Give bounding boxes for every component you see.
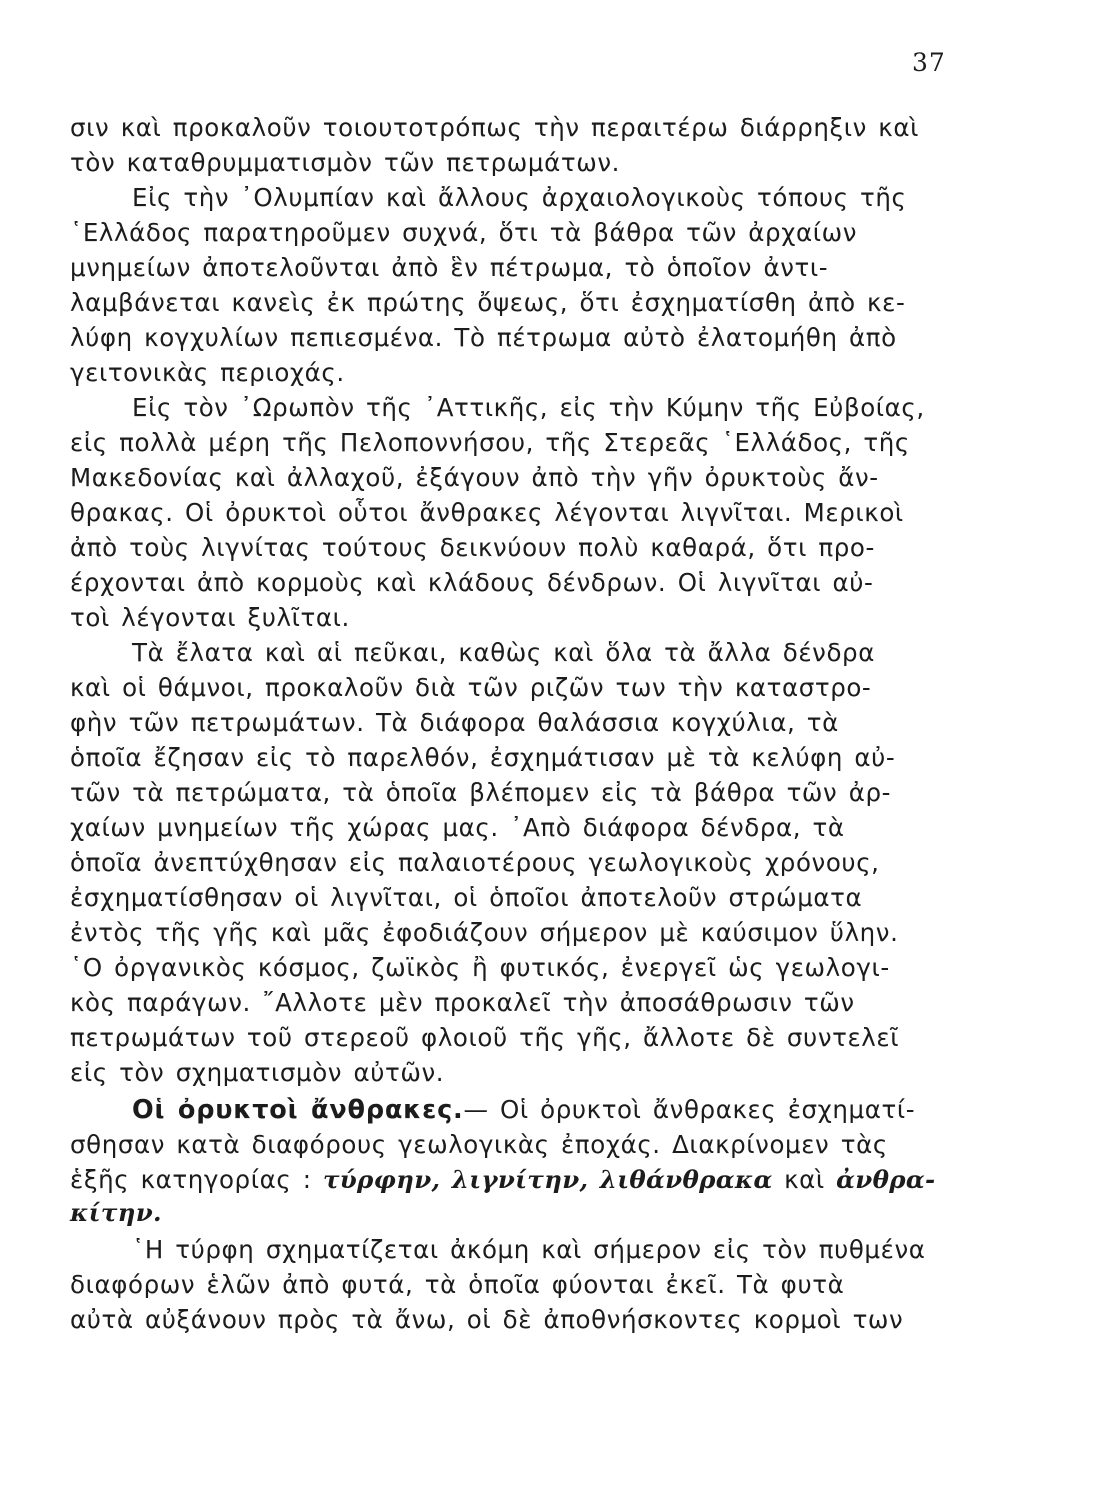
text-line: εἰς τὸν σχηματισμὸν αὐτῶν. [70,1058,445,1087]
text-line: τῶν τὰ πετρώματα, τὰ ὁποῖα βλέπομεν εἰς τὰ βάθρα τῶν ἀρ- [70,778,892,807]
text-line: έρχονται ἀπὸ κορμοὺς καὶ κλάδους δένδρων. Οἱ λιγνῖται αὐ- [70,568,874,597]
text-line: Μακεδονίας καὶ ἀλλαχοῦ, ἐξάγουν ἀπὸ τὴν γῆν ὀρυκτοὺς ἄν- [70,463,879,492]
terms-line-end [70,1198,162,1228]
text-line: τὸν καταθρυμματισμὸν τῶν πετρωμάτων. [70,148,620,177]
text-line: χαίων μνημείων τῆς χώρας μας. ᾿Απὸ διάφορα δένδρα, τὰ [70,813,845,842]
text-line: λύφη κογχυλίων πεπιεσμένα. Τὸ πέτρωμα αὐτὸ ἐλατομήθη ἀπὸ [70,323,897,352]
text-line: Εἰς τὸν ᾿Ωρωπὸν τῆς ᾿Αττικῆς, εἰς τὴν Κύμην τῆς Εὐβοίας, [132,393,925,422]
text-line: γειτονικὰς περιοχάς. [70,358,345,387]
term-peat: τύρφην, [322,1165,441,1194]
text-line: εἰς πολλὰ μέρη τῆς Πελοποννήσου, τῆς Στερεᾶς ῾Ελλάδος, τῆς [70,428,910,457]
text-line: ῾Ελλάδος παρατηροῦμεν συχνά, ὅτι τὰ βάθρα τῶν ἀρχαίων [70,218,857,247]
page-number: 37 [912,48,946,77]
text-line: αὐτὰ αὐξάνουν πρὸς τὰ ἄνω, οἱ δὲ ἀποθνήσκοντες κορμοὶ των [70,1305,904,1334]
text-line: Τὰ ἔλατα καὶ αἱ πεῦκαι, καθὼς καὶ ὅλα τὰ ἄλλα δένδρα [132,638,875,667]
section-heading-line [132,1095,915,1125]
text-line: ὁποῖα ἀνεπτύχθησαν εἰς παλαιοτέρους γεωλογικοὺς χρόνους, [70,848,880,877]
text-line: διαφόρων ἑλῶν ἀπὸ φυτά, τὰ ὁποῖα φύονται ἐκεῖ. Τὰ φυτὰ [70,1270,845,1299]
text-line: καὶ οἱ θάμνοι, προκαλοῦν διὰ τῶν ριζῶν των τὴν καταστρο- [70,673,872,702]
section-heading: Οἱ ὀρυκτοὶ ἄνθρακες. [132,1095,464,1125]
term-anthracite: ἀνθρα- [836,1165,936,1194]
text-line: τοὶ λέγονται ξυλῖται. [70,603,350,632]
terms-line [70,1165,935,1195]
text-line: ἐσχηματίσθησαν οἱ λιγνῖται, οἱ ὁποῖοι ἀποτελοῦν στρώματα [70,883,863,912]
text-run: ἑξῆς κατηγορίας : [70,1165,312,1194]
text-line: πετρωμάτων τοῦ στερεοῦ φλοιοῦ τῆς γῆς, ἄλλοτε δὲ συντελεῖ [70,1023,900,1052]
text-line: ὁποῖα ἔζησαν εἰς τὸ παρελθόν, ἐσχημάτισαν μὲ τὰ κελύφη αὐ- [70,743,896,772]
term-coal: λιθάνθρακα [599,1165,773,1194]
text-line: λαμβάνεται κανεὶς ἐκ πρώτης ὄψεως, ὅτι ἐσχηματίσθη ἀπὸ κε- [70,288,906,317]
text-line: ῾Ο ὀργανικὸς κόσμος, ζωϊκὸς ἢ φυτικός, ἐνεργεῖ ὡς γεωλογι- [70,953,890,982]
text-line: φὴν τῶν πετρωμάτων. Τὰ διάφορα θαλάσσια κογχύλια, τὰ [70,708,839,737]
text-line: κὸς παράγων. ῎Αλλοτε μὲν προκαλεῖ τὴν ἀποσάθρωσιν τῶν [70,988,855,1017]
text-line: ἀπὸ τοὺς λιγνίτας τούτους δεικνύουν πολὺ καθαρά, ὅτι προ- [70,533,875,562]
text-line: μνημείων ἀποτελοῦνται ἀπὸ ἓν πέτρωμα, τὸ ὁποῖον ἀντι- [70,253,829,282]
text-line: ἐντὸς τῆς γῆς καὶ μᾶς ἐφοδιάζουν σήμερον μὲ καύσιμον ὕλην. [70,918,899,947]
text-line: σθησαν κατὰ διαφόρους γεωλογικὰς ἐποχάς. Διακρίνομεν τὰς [70,1130,888,1159]
text-line: ῾Η τύρφη σχηματίζεται ἀκόμη καὶ σήμερον εἰς τὸν πυθμένα [132,1235,926,1264]
text-line: σιν καὶ προκαλοῦν τοιουτοτρόπως τὴν περαιτέρω διάρρηξιν καὶ [70,113,919,142]
text-line: θρακας. Οἱ ὀρυκτοὶ οὗτοι ἄνθρακες λέγονται λιγνῖται. Μερικοὶ [70,498,904,527]
text-line: Εἰς τὴν ᾿Ολυμπίαν καὶ ἄλλους ἀρχαιολογικοὺς τόπους τῆς [132,183,907,212]
term-anthracite-end: κίτην. [70,1198,162,1227]
term-lignite: λιγνίτην, [451,1165,589,1194]
text-run: — Οἱ ὀρυκτοὶ ἄνθρακες ἐσχηματί- [463,1095,916,1124]
text-run: καὶ [784,1165,825,1194]
